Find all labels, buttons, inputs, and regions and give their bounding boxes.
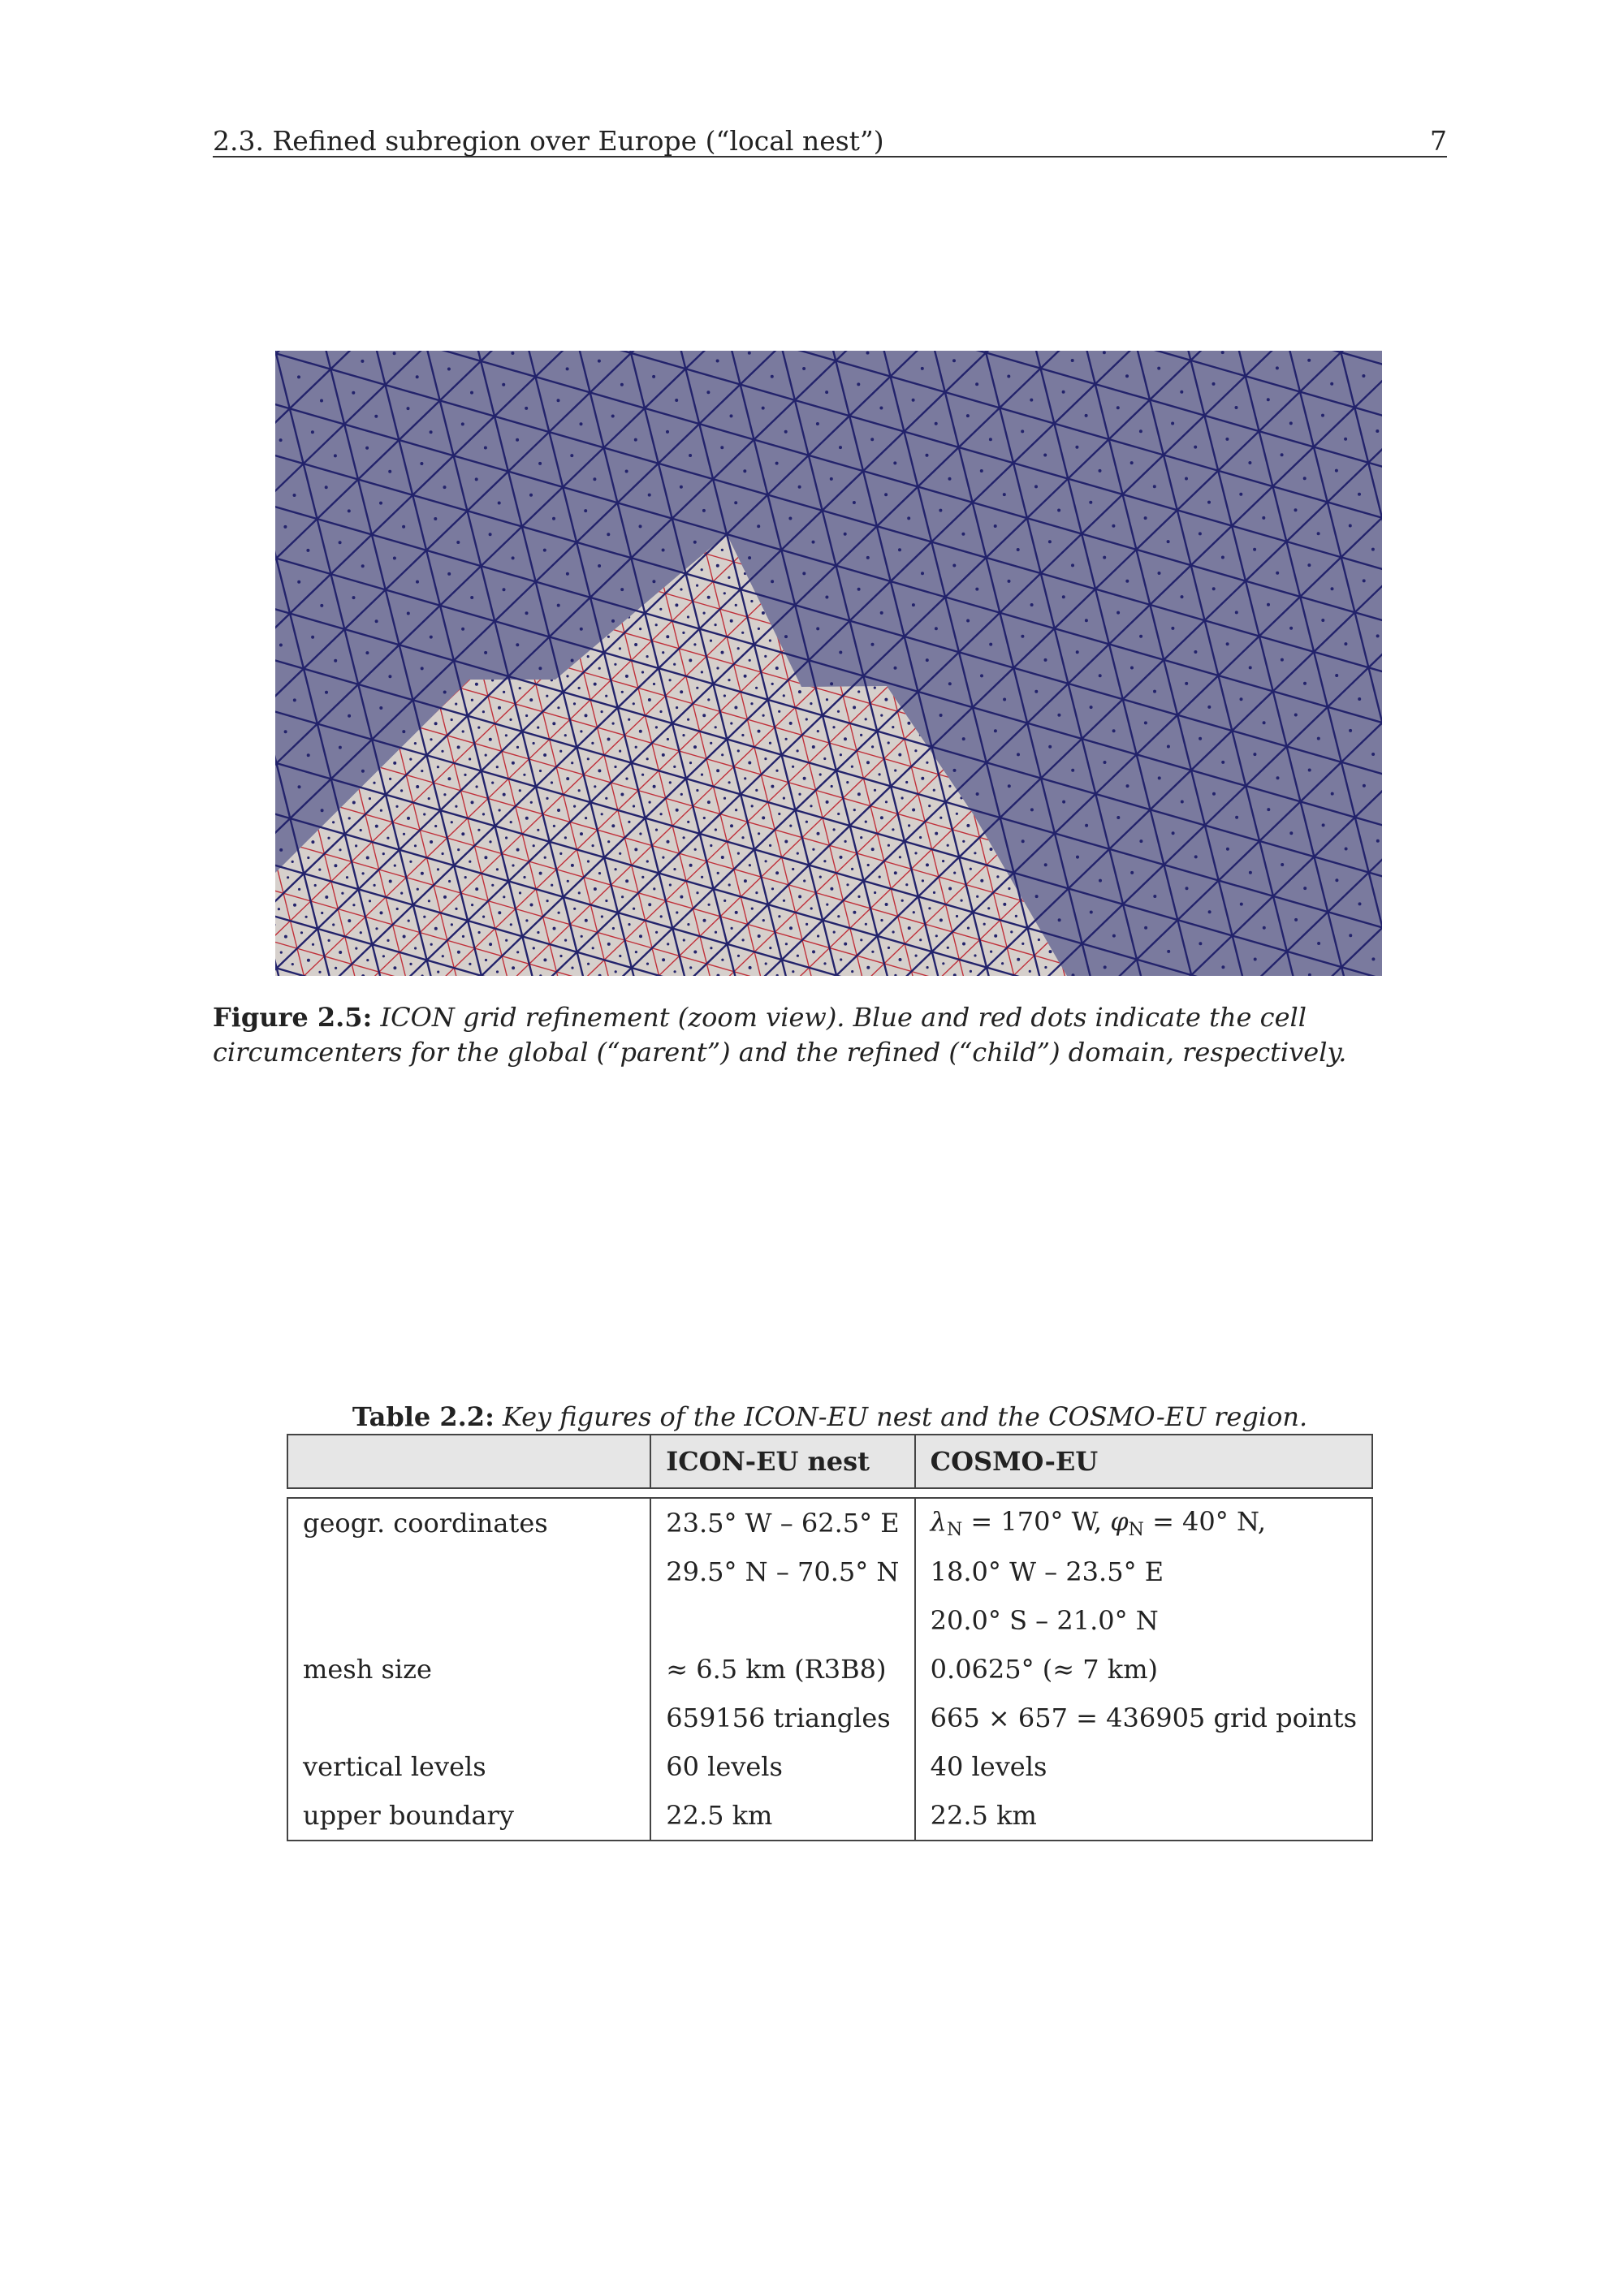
table-header-row <box>287 1435 1372 1488</box>
header-cell-cosmo-eu: COSMO-EU <box>915 1435 1372 1488</box>
table-row <box>287 1694 1372 1742</box>
cosmo-eu-value: 665 × 657 = 436905 grid points <box>915 1694 1372 1742</box>
table-row <box>287 1645 1372 1694</box>
row-label <box>287 1547 650 1596</box>
table-row <box>287 1596 1372 1645</box>
row-label: vertical levels <box>287 1742 650 1791</box>
icon-eu-value: 23.5° W – 62.5° E <box>650 1498 914 1547</box>
page-number: 7 <box>1430 125 1447 157</box>
running-header <box>213 120 1447 158</box>
grid-refinement-figure <box>275 351 1382 976</box>
table-row <box>287 1547 1372 1596</box>
icon-eu-value: 29.5° N – 70.5° N <box>650 1547 914 1596</box>
key-figures-table <box>287 1434 1373 1841</box>
icon-eu-value: 60 levels <box>650 1742 914 1791</box>
table-row <box>287 1498 1372 1547</box>
cosmo-eu-value: 40 levels <box>915 1742 1372 1791</box>
row-label <box>287 1694 650 1742</box>
figure-caption <box>213 1000 1447 1070</box>
icon-eu-value: ≈ 6.5 km (R3B8) <box>650 1645 914 1694</box>
row-label: geogr. coordinates <box>287 1498 650 1547</box>
header-cell-icon-eu: ICON-EU nest <box>650 1435 914 1488</box>
table-caption-text: Key figures of the ICON-EU nest and the COSMO-EU region. <box>503 1401 1308 1432</box>
grid-refinement-image <box>275 351 1382 976</box>
section-title: 2.3. Refined subregion over Europe (“local nest”) <box>213 125 884 157</box>
header-cell-empty <box>287 1435 650 1488</box>
icon-eu-value: 659156 triangles <box>650 1694 914 1742</box>
figure-caption-text: ICON grid refinement (zoom view). Blue and red dots indicate the cell circumcenters for the global (“parent”) and the refined (“child”) domain, respectively. <box>213 1002 1347 1068</box>
cosmo-eu-value: 20.0° S – 21.0° N <box>915 1596 1372 1645</box>
cosmo-eu-value: 0.0625° (≈ 7 km) <box>915 1645 1372 1694</box>
row-label <box>287 1596 650 1645</box>
figure-label: Figure 2.5: <box>213 1002 373 1033</box>
row-label: upper boundary <box>287 1791 650 1841</box>
table-label: Table 2.2: <box>352 1401 495 1432</box>
icon-eu-value: 22.5 km <box>650 1791 914 1841</box>
cosmo-eu-value: $\lambda_N = 170^\circ$ W, $\varphi_N = 40^\circ$ N, <box>915 1498 1372 1547</box>
cosmo-eu-value: 18.0° W – 23.5° E <box>915 1547 1372 1596</box>
table-row <box>287 1742 1372 1791</box>
row-label: mesh size <box>287 1645 650 1694</box>
cosmo-eu-value: 22.5 km <box>915 1791 1372 1841</box>
table-caption <box>213 1401 1447 1432</box>
table-row <box>287 1791 1372 1841</box>
icon-eu-value <box>650 1596 914 1645</box>
